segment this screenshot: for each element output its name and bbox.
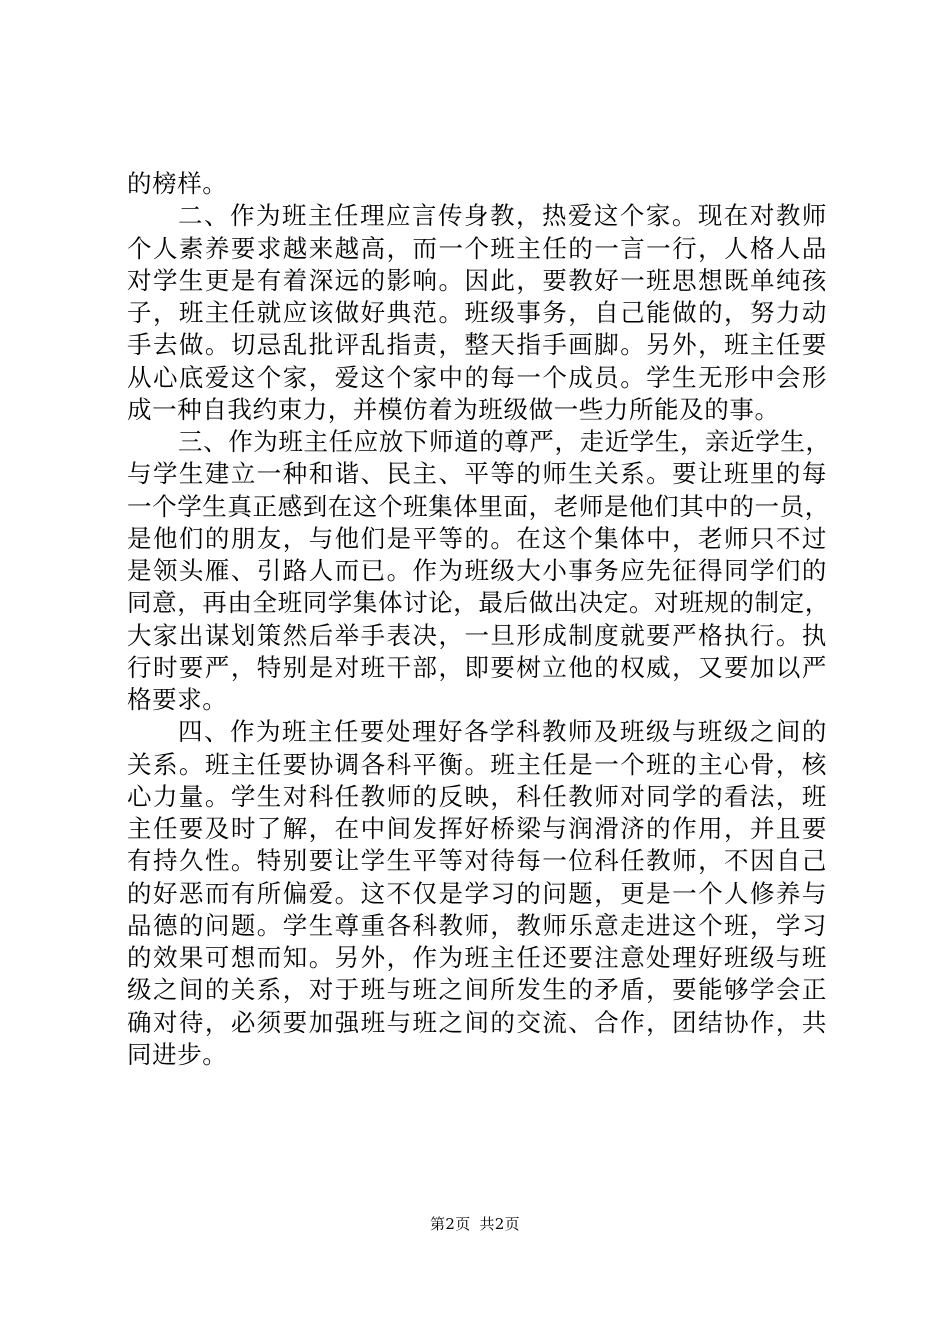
- text-line: 从心底爱这个家，爱这个家中的每一个成员。学生无形中会形: [127, 362, 827, 392]
- paragraph-first-line: 三、作为班主任应放下师道的尊严，走近学生，亲近学生，: [178, 427, 831, 456]
- body-text: [127, 168, 831, 1071]
- text-line: 品德的问题。学生尊重各科教师，教师乐意走进这个班，学习: [127, 910, 827, 940]
- text-line: 有持久性。特别要让学生平等对待每一位科任教师，不因自己: [127, 846, 827, 876]
- page-number: 第2页: [430, 1215, 471, 1233]
- text-line: 确对待，必须要加强班与班之间的交流、合作，团结协作，共: [127, 1007, 827, 1037]
- text-line: 的好恶而有所偏爱。这不仅是学习的问题，更是一个人修养与: [127, 878, 827, 908]
- text-line: 的效果可想而知。另外，作为班主任还要注意处理好班级与班: [127, 943, 827, 972]
- text-line: 级之间的关系，对于班与班之间所发生的矛盾，要能够学会正: [127, 975, 827, 1005]
- text-line: 手去做。切忌乱批评乱指责，整天指手画脚。另外，班主任要: [127, 330, 827, 360]
- text-line: 成一种自我约束力，并模仿着为班级做一些力所能及的事。: [127, 394, 780, 424]
- paragraph-first-line: 二、作为班主任理应言传身教，热爱这个家。现在对教师: [178, 201, 827, 231]
- text-line: 对学生更是有着深远的影响。因此，要教好一班思想既单纯孩: [127, 265, 827, 295]
- text-line: 是他们的朋友，与他们是平等的。在这个集体中，老师只不过: [127, 523, 827, 553]
- text-line: 行时要严，特别是对班干部，即要树立他的权威，又要加以严: [127, 652, 827, 682]
- text-line: 个人素养要求越来越高，而一个班主任的一言一行，人格人品: [127, 233, 827, 263]
- text-line: 子，班主任就应该做好典范。班级事务，自己能做的，努力动: [127, 298, 827, 327]
- text-line: 心力量。学生对科任教师的反映，科任教师对同学的看法，班: [127, 781, 827, 811]
- page-footer: [0, 1214, 950, 1234]
- text-line: 与学生建立一种和谐、民主、平等的师生关系。要让班里的每: [127, 459, 827, 489]
- text-line: 同进步。: [127, 1039, 228, 1069]
- text-line: 一个学生真正感到在这个班集体里面，老师是他们其中的一员，: [127, 491, 830, 521]
- text-line: 的榜样。: [127, 169, 228, 198]
- text-line: 格要求。: [127, 685, 228, 714]
- paragraph-first-line: 四、作为班主任要处理好各学科教师及班级与班级之间的: [178, 717, 827, 747]
- text-line: 同意，再由全班同学集体讨论，最后做出决定。对班规的制定，: [127, 588, 830, 618]
- text-line: 主任要及时了解，在中间发挥好桥梁与润滑济的作用，并且要: [127, 814, 827, 843]
- text-line: 是领头雁、引路人而已。作为班级大小事务应先征得同学们的: [127, 556, 827, 585]
- text-line: 大家出谋划策然后举手表决，一旦形成制度就要严格执行。执: [127, 620, 827, 650]
- page-total: 共2页: [479, 1215, 520, 1233]
- text-line: 关系。班主任要协调各科平衡。班主任是一个班的主心骨，核: [127, 749, 827, 779]
